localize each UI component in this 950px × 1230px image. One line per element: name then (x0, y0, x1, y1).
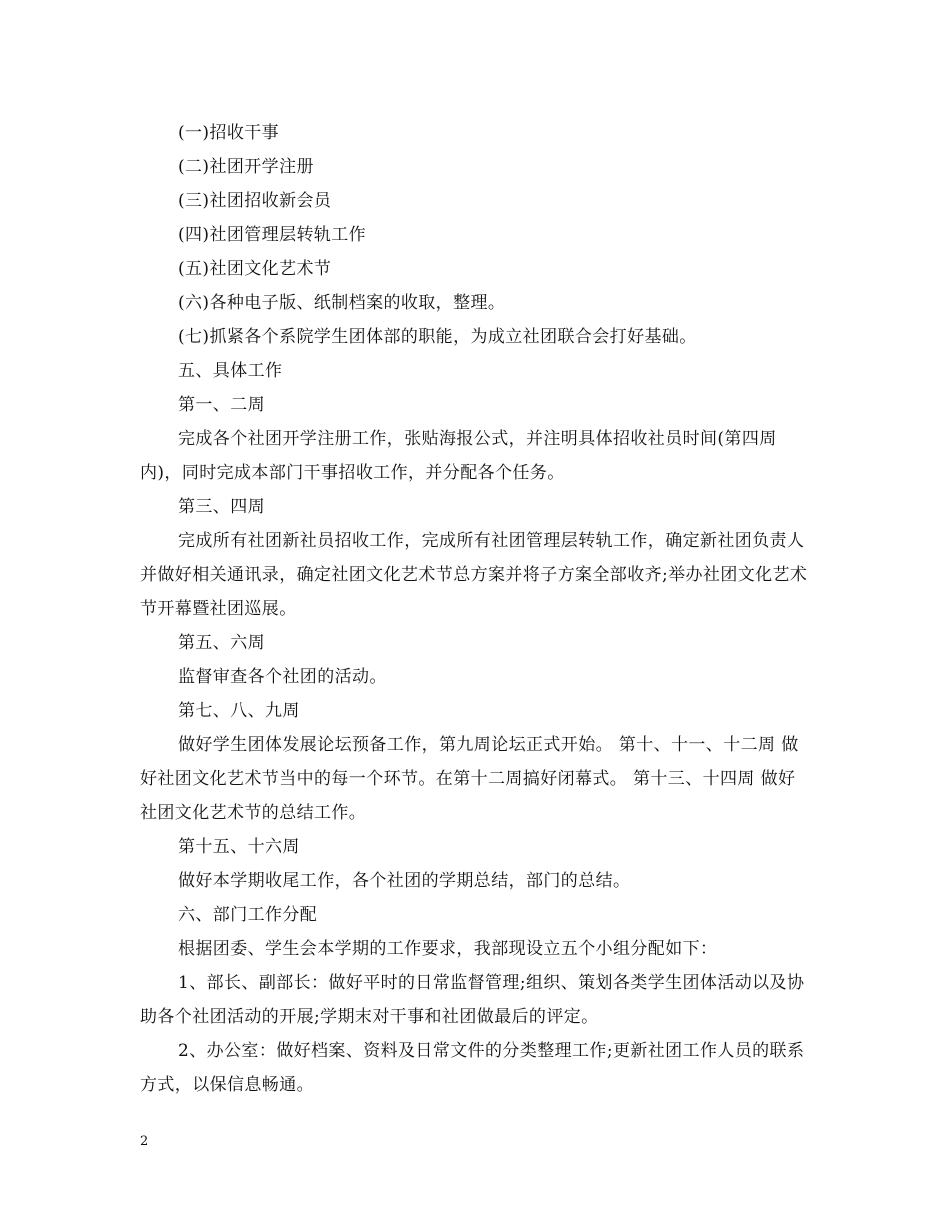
week-body-1-2: 完成各个社团开学注册工作，张贴海报公式，并注明具体招收社员时间(第四周内)，同时完成本部门干事招收工作，并分配各个任务。 (140, 429, 777, 483)
week-heading-3-4: 第三、四周 (178, 497, 265, 517)
allocation-item-minister: 1、部长、副部长：做好平时的日常监督管理;组织、策划各类学生团体活动以及协助各个社团活动的开展;学期末对干事和社团做最后的评定。 (140, 973, 805, 1027)
allocation-intro: 根据团委、学生会本学期的工作要求，我部现设立五个小组分配如下： (178, 939, 718, 959)
week-heading-7-9: 第七、八、九周 (178, 701, 300, 721)
week-heading-5-6: 第五、六周 (178, 633, 265, 653)
list-item-department-functions: (七)抓紧各个系院学生团体部的职能，为成立社团联合会打好基础。 (178, 327, 697, 347)
document-body (140, 116, 812, 1102)
list-item-archive-collection: (六)各种电子版、纸制档案的收取，整理。 (178, 293, 506, 313)
week-heading-1-2: 第一、二周 (178, 395, 265, 415)
allocation-item-office: 2、办公室：做好档案、资料及日常文件的分类整理工作;更新社团工作人员的联系方式，以保信息畅通。 (140, 1041, 805, 1095)
page-number: 2 (140, 1134, 149, 1149)
list-item-management-transition: (四)社团管理层转轨工作 (178, 225, 367, 245)
week-body-5-6: 监督审查各个社团的活动。 (178, 667, 387, 687)
list-item-culture-art-festival: (五)社团文化艺术节 (178, 259, 332, 279)
list-item-recruit-staff: (一)招收干事 (178, 123, 280, 143)
week-body-7-14: 做好学生团体发展论坛预备工作，第九周论坛正式开始。 第十、十一、十二周 做好社团文化艺术节当中的每一个环节。在第十二周搞好闭幕式。 第十三、十四周 做好社团文化艺术节的总结工作。 (140, 735, 799, 823)
list-item-recruit-members: (三)社团招收新会员 (178, 191, 332, 211)
week-heading-15-16: 第十五、十六周 (178, 837, 300, 857)
week-body-15-16: 做好本学期收尾工作，各个社团的学期总结，部门的总结。 (178, 871, 631, 891)
list-item-club-registration: (二)社团开学注册 (178, 157, 314, 177)
section-heading-work-allocation: 六、部门工作分配 (178, 905, 318, 925)
week-body-3-4: 完成所有社团新社员招收工作，完成所有社团管理层转轨工作，确定新社团负责人并做好相关通讯录，确定社团文化艺术节总方案并将子方案全部收齐;举办社团文化艺术节开幕暨社团巡展。 (140, 531, 808, 619)
section-heading-specific-work: 五、具体工作 (178, 361, 283, 381)
